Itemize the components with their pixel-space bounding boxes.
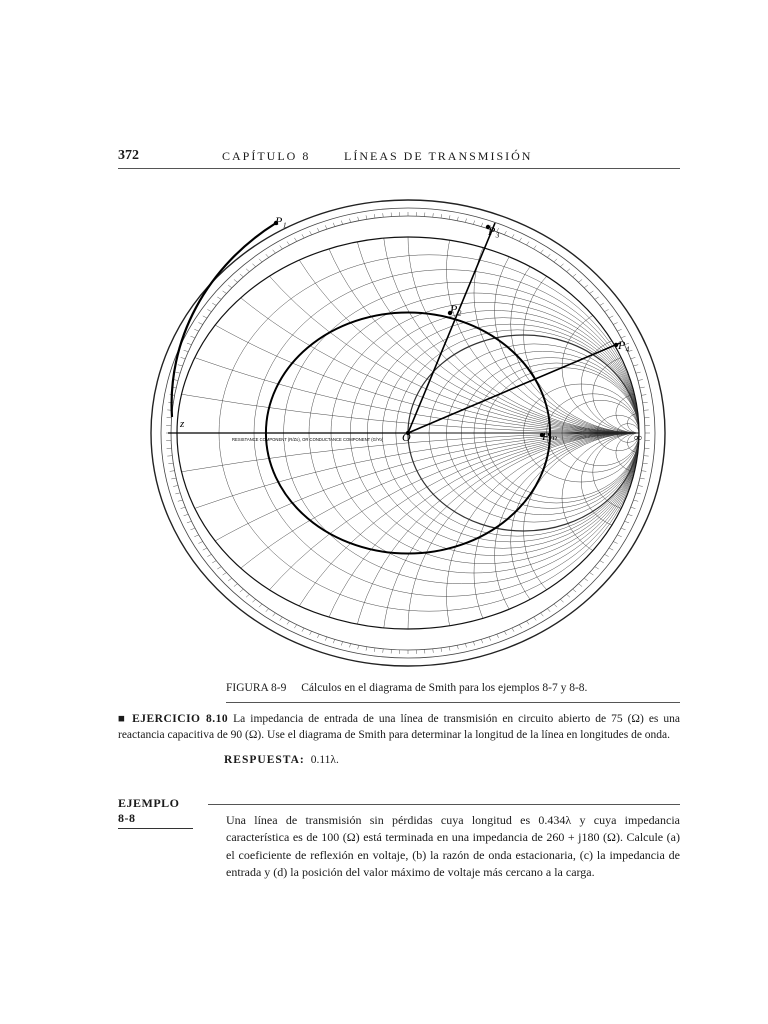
scale-tick bbox=[175, 372, 180, 373]
scale-tick bbox=[349, 644, 350, 648]
scale-tick bbox=[625, 521, 630, 523]
scale-tick bbox=[481, 639, 483, 643]
scale-tick bbox=[325, 637, 327, 641]
exercise-marker: ■ bbox=[118, 713, 133, 725]
scale-tick bbox=[171, 478, 176, 479]
example-rule bbox=[208, 804, 680, 805]
scale-tick bbox=[640, 478, 645, 479]
scale-tick bbox=[609, 548, 613, 550]
scale-tick bbox=[187, 343, 192, 345]
label-z: z bbox=[180, 418, 185, 430]
page-number: 372 bbox=[118, 148, 139, 163]
scale-tick bbox=[519, 238, 521, 242]
reactance-arc bbox=[495, 195, 670, 433]
scale-tick bbox=[374, 648, 375, 652]
scale-tick bbox=[628, 514, 633, 515]
scale-tick bbox=[287, 242, 290, 245]
scale-tick bbox=[590, 291, 594, 294]
smith-overlay bbox=[179, 214, 642, 444]
chapter-title: LÍNEAS DE TRANSMISIÓN bbox=[344, 149, 533, 163]
scale-tick bbox=[266, 609, 269, 612]
scale-tick bbox=[534, 246, 537, 249]
scale-tick bbox=[341, 221, 342, 225]
scale-tick bbox=[198, 542, 202, 544]
scale-tick bbox=[259, 259, 262, 262]
scale-tick bbox=[246, 269, 249, 272]
scale-tick bbox=[252, 264, 255, 267]
scale-tick bbox=[266, 254, 269, 257]
scale-tick bbox=[374, 214, 375, 218]
scale-tick bbox=[512, 234, 514, 238]
label-p2: P₂ bbox=[450, 302, 462, 316]
scale-tick bbox=[234, 279, 238, 282]
scale-tick bbox=[441, 214, 442, 218]
scale-tick bbox=[181, 357, 186, 358]
scale-tick bbox=[273, 250, 276, 253]
scale-tick bbox=[617, 329, 621, 331]
scale-tick bbox=[504, 631, 506, 635]
reactance-arc bbox=[474, 433, 670, 673]
reactance-arc bbox=[581, 433, 670, 531]
scale-tick bbox=[310, 631, 312, 635]
reactance-arc bbox=[254, 195, 670, 433]
scale-tick bbox=[527, 621, 530, 624]
scale-tick bbox=[547, 254, 550, 257]
scale-tick bbox=[358, 217, 359, 221]
scale-tick bbox=[481, 223, 483, 227]
scale-tick bbox=[641, 471, 646, 472]
example-header bbox=[118, 796, 680, 825]
scale-tick bbox=[497, 634, 499, 638]
scale-tick bbox=[341, 642, 342, 646]
scale-tick bbox=[190, 528, 194, 530]
scale-tick bbox=[600, 561, 604, 563]
exercise-answer bbox=[118, 753, 680, 769]
scale-tick bbox=[449, 215, 450, 219]
scale-tick bbox=[604, 309, 608, 311]
scale-tick bbox=[217, 567, 221, 569]
scale-tick bbox=[519, 625, 521, 629]
scale-tick bbox=[302, 234, 304, 238]
scale-tick bbox=[317, 634, 319, 638]
resistance-axis-label: RESISTANCE COMPONENT (R/Zo), OR CONDUCTANCE COMPONENT (G/Yo) bbox=[232, 437, 384, 442]
scale-tick bbox=[617, 535, 621, 537]
label-p4: P₄ bbox=[618, 338, 630, 352]
scale-tick bbox=[240, 274, 243, 277]
scale-tick bbox=[567, 594, 570, 597]
reactance-arc bbox=[447, 433, 671, 673]
scale-tick bbox=[217, 297, 221, 299]
scale-tick bbox=[541, 613, 544, 616]
scale-tick bbox=[473, 221, 474, 225]
scale-tick bbox=[181, 507, 186, 508]
scale-tick bbox=[527, 242, 530, 245]
scale-tick bbox=[203, 316, 207, 318]
scale-tick bbox=[621, 528, 625, 530]
reactance-arc bbox=[495, 433, 670, 673]
scale-tick bbox=[457, 645, 458, 649]
scale-tick bbox=[640, 387, 645, 388]
scale-tick bbox=[178, 500, 183, 501]
scale-tick bbox=[187, 521, 192, 523]
reactance-arc bbox=[254, 433, 670, 673]
scale-tick bbox=[366, 215, 367, 219]
scale-tick bbox=[294, 238, 296, 242]
scale-tick bbox=[168, 463, 173, 464]
figure-caption-text: Cálculos en el diagrama de Smith para los ejemplos 8-7 y 8-8. bbox=[301, 682, 588, 694]
scale-tick bbox=[246, 594, 249, 597]
scale-tick bbox=[613, 323, 617, 325]
scale-tick bbox=[358, 645, 359, 649]
smith-chart bbox=[150, 195, 670, 673]
scale-tick bbox=[465, 219, 466, 223]
scale-tick bbox=[489, 637, 491, 641]
figure-caption bbox=[226, 682, 680, 703]
scale-tick bbox=[578, 584, 582, 587]
scale-tick bbox=[554, 604, 557, 607]
scale-tick bbox=[441, 648, 442, 652]
scale-tick bbox=[310, 231, 312, 235]
scale-tick bbox=[212, 561, 216, 563]
reactance-arc bbox=[474, 195, 670, 433]
scale-tick bbox=[178, 365, 183, 366]
scale-tick bbox=[600, 303, 604, 305]
scale-tick bbox=[383, 213, 384, 217]
reactance-arc bbox=[350, 195, 670, 433]
scale-tick bbox=[223, 572, 227, 575]
label-inf: ∞ bbox=[634, 432, 642, 444]
scale-tick bbox=[184, 514, 189, 515]
scale-tick bbox=[449, 647, 450, 651]
scale-tick bbox=[643, 402, 648, 403]
scale-tick bbox=[457, 217, 458, 221]
scale-tick bbox=[554, 259, 557, 262]
example-text: Una línea de transmisión sin pérdidas cuya longitud es 0.434λ y cuya impedancia característica es de 100 (Ω) está terminada en una impedancia de 260 + j180 (Ω). Calcule (a) el coeficiente de reflexión en voltaje, (b) la razón de onda estacionaria, (c) la impedancia de entrada y (d) la posición del valor máximo de voltaje más cercano a la carga. bbox=[226, 813, 680, 880]
scale-tick bbox=[584, 578, 588, 581]
scale-tick bbox=[280, 617, 283, 620]
scale-tick bbox=[595, 297, 599, 299]
scale-tick bbox=[234, 584, 238, 587]
exercise-label: EJERCICIO 8.10 bbox=[132, 713, 229, 725]
scale-tick bbox=[194, 535, 198, 537]
scale-tick bbox=[203, 548, 207, 550]
scale-tick bbox=[333, 639, 335, 643]
scale-tick bbox=[595, 567, 599, 569]
scale-tick bbox=[333, 223, 335, 227]
scale-tick bbox=[541, 250, 544, 253]
scale-tick bbox=[631, 507, 636, 508]
scale-tick bbox=[349, 219, 350, 223]
exercise-paragraph bbox=[118, 712, 680, 743]
scale-tick bbox=[590, 572, 594, 575]
label-o: O bbox=[402, 430, 411, 444]
scale-tick bbox=[584, 285, 588, 288]
scale-tick bbox=[223, 291, 227, 294]
scale-tick bbox=[173, 485, 178, 486]
label-p3: P₃ bbox=[488, 224, 500, 238]
scale-tick bbox=[259, 604, 262, 607]
chapter-label: CAPÍTULO 8 bbox=[222, 149, 311, 163]
scale-tick bbox=[534, 617, 537, 620]
scale-tick bbox=[170, 471, 175, 472]
label-pm: Pₘ bbox=[542, 429, 557, 443]
scale-tick bbox=[547, 609, 550, 612]
scale-tick bbox=[325, 225, 327, 229]
scale-tick bbox=[465, 644, 466, 648]
scale-tick bbox=[631, 357, 636, 358]
scale-tick bbox=[641, 395, 646, 396]
scale-tick bbox=[573, 274, 576, 277]
scale-tick bbox=[638, 380, 643, 381]
scale-tick bbox=[473, 642, 474, 646]
scale-tick bbox=[512, 628, 514, 632]
scale-tick bbox=[228, 578, 232, 581]
scale-tick bbox=[633, 365, 638, 366]
scale-tick bbox=[638, 485, 643, 486]
scale-tick bbox=[643, 463, 648, 464]
scale-tick bbox=[287, 621, 290, 624]
scale-tick bbox=[252, 599, 255, 602]
example-label: EJEMPLO 8-8 bbox=[118, 796, 193, 829]
scale-tick bbox=[573, 589, 576, 592]
page-header bbox=[118, 148, 680, 169]
scale-tick bbox=[228, 285, 232, 288]
scale-tick bbox=[504, 231, 506, 235]
scale-tick bbox=[433, 213, 434, 217]
reactance-arc bbox=[447, 195, 671, 433]
scale-tick bbox=[273, 613, 276, 616]
scale-tick bbox=[604, 554, 608, 556]
scale-tick bbox=[294, 625, 296, 629]
scale-tick bbox=[633, 500, 638, 501]
scale-tick bbox=[302, 628, 304, 632]
answer-label: RESPUESTA: bbox=[224, 754, 305, 767]
scale-tick bbox=[609, 316, 613, 318]
scale-tick bbox=[190, 336, 194, 338]
scale-tick bbox=[207, 554, 211, 556]
scale-tick bbox=[560, 599, 563, 602]
scale-tick bbox=[366, 647, 367, 651]
scale-tick bbox=[636, 493, 641, 494]
scale-tick bbox=[613, 542, 617, 544]
scale-tick bbox=[240, 589, 243, 592]
answer-value: 0.11λ. bbox=[310, 754, 339, 767]
scale-tick bbox=[560, 264, 563, 267]
scale-tick bbox=[194, 329, 198, 331]
scale-tick bbox=[184, 350, 189, 351]
scale-tick bbox=[207, 309, 211, 311]
figure-label: FIGURA 8-9 bbox=[226, 682, 287, 694]
scale-tick bbox=[433, 649, 434, 653]
scale-tick bbox=[175, 493, 180, 494]
scale-tick bbox=[567, 269, 570, 272]
scale-tick bbox=[280, 246, 283, 249]
scale-tick bbox=[198, 323, 202, 325]
scale-tick bbox=[383, 649, 384, 653]
label-p1: P₁ bbox=[275, 214, 287, 228]
scale-tick bbox=[636, 372, 641, 373]
scale-tick bbox=[578, 279, 582, 282]
scale-tick bbox=[212, 303, 216, 305]
scale-tick bbox=[317, 228, 319, 232]
exercise-block bbox=[118, 712, 680, 769]
exercise-text: La impedancia de entrada de una línea de transmisión en circuito abierto de 75 (Ω) es una reactancia capacitiva de 90 (Ω). Use el diagrama de Smith para determinar la longitud de la línea en longitudes de onda. bbox=[118, 713, 681, 741]
